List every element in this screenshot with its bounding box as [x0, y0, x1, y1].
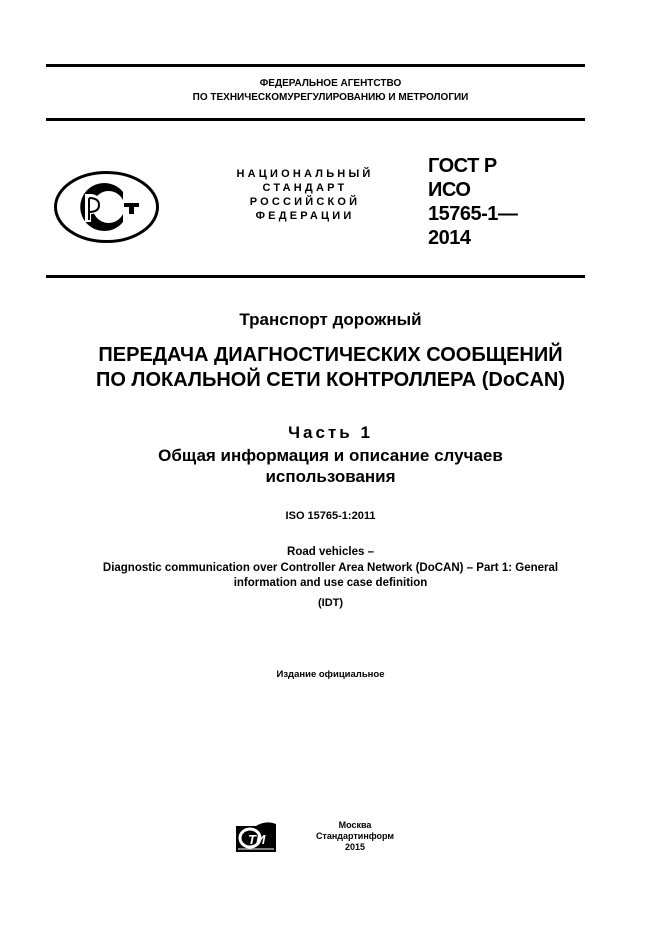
header-bottom-rule [46, 275, 585, 278]
equivalence-mark: (IDT) [317, 597, 344, 609]
publisher-info [300, 820, 410, 853]
english-title-line: Diagnostic communication over Controller Area Network (DoCAN) – Part 1: General [102, 561, 559, 574]
part-label: Часть 1 [288, 423, 373, 442]
agency-name [0, 77, 661, 105]
national-standard-line: СТАНДАРТ [262, 182, 348, 194]
agency-line-1: ФЕДЕРАЛЬНОЕ АГЕНТСТВО [259, 78, 402, 89]
standard-designation [428, 154, 517, 250]
national-standard-line: ФЕДЕРАЦИИ [255, 210, 355, 222]
part-title-line: Общая информация и описание случаев [158, 446, 503, 465]
subject-heading: Транспорт дорожный [239, 310, 422, 329]
designation-line: ГОСТ Р [428, 155, 497, 177]
english-title-line: Road vehicles – [287, 546, 374, 558]
svg-text:ТИ: ТИ [248, 832, 266, 847]
designation-line: 2014 [428, 227, 471, 249]
title-line: ПЕРЕДАЧА ДИАГНОСТИЧЕСКИХ СООБЩЕНИЙ [98, 344, 563, 366]
national-standard-line: НАЦИОНАЛЬНЫЙ [236, 168, 374, 180]
document-title [0, 343, 661, 393]
title-line: ПО ЛОКАЛЬНОЙ СЕТИ КОНТРОЛЛЕРА (DoCAN) [95, 369, 566, 391]
top-rule [46, 64, 585, 67]
part-title [0, 445, 661, 487]
publisher-year: 2015 [344, 842, 366, 852]
iso-reference: ISO 15765-1:2011 [285, 510, 376, 522]
agency-line-2: ПО ТЕХНИЧЕСКОМУРЕГУЛИРОВАНИЮ И МЕТРОЛОГИИ [192, 92, 469, 103]
part-title-line: использования [265, 467, 396, 486]
english-title-line: information and use case definition [233, 577, 428, 589]
english-title [0, 545, 661, 592]
national-standard-line: РОССИЙСКОЙ [249, 196, 361, 208]
designation-line: 15765-1— [428, 203, 518, 225]
national-standard-label [205, 167, 405, 223]
rst-logo-icon [53, 170, 160, 244]
standartinform-logo-icon [234, 820, 278, 854]
designation-line: ИСО [428, 179, 471, 201]
agency-bottom-rule [46, 118, 585, 121]
publisher-city: Москва [338, 820, 372, 830]
edition-label: Издание официальное [276, 669, 385, 680]
publisher-name: Стандартинформ [315, 831, 395, 841]
